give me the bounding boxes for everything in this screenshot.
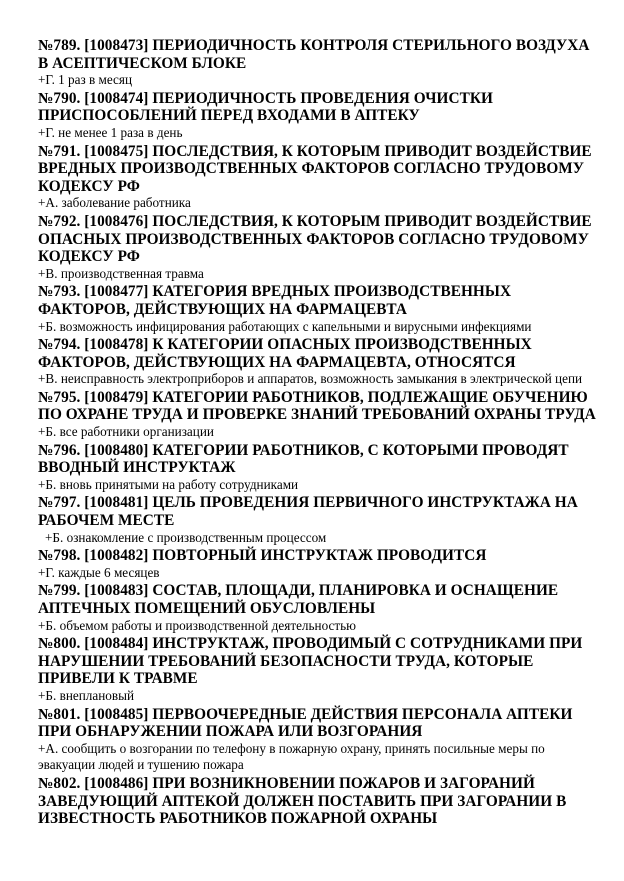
question-text: №797. [1008481] ЦЕЛЬ ПРОВЕДЕНИЯ ПЕРВИЧНОГО ИНСТРУКТАЖА НА РАБОЧЕМ МЕСТЕ xyxy=(38,494,578,530)
question-entry-798 xyxy=(38,547,596,581)
question-entry-791 xyxy=(38,143,596,212)
question-text: №799. [1008483] СОСТАВ, ПЛОЩАДИ, ПЛАНИРОВКА И ОСНАЩЕНИЕ АПТЕЧНЫХ ПОМЕЩЕНИЙ ОБУСЛОВЛЕНЫ xyxy=(38,582,559,617)
question-text: №793. [1008477] КАТЕГОРИЯ ВРЕДНЫХ ПРОИЗВОДСТВЕННЫХ ФАКТОРОВ, ДЕЙСТВУЮЩИХ НА ФАРМАЦЕВТА xyxy=(38,283,512,318)
answer-text: +Б. вновь принятыми на работу сотрудниками xyxy=(38,476,299,492)
question-text: №795. [1008479] КАТЕГОРИИ РАБОТНИКОВ, ПОДЛЕЖАЩИЕ ОБУЧЕНИЮ ПО ОХРАНЕ ТРУДА И ПРОВЕРКЕ ЗНАНИЙ ТРЕБОВАНИЙ ОХРАНЫ ТРУДА xyxy=(38,388,596,424)
question-entry-801 xyxy=(38,706,596,774)
question-entry-799 xyxy=(38,582,596,634)
answer-text: +Б. объемом работы и производственной деятельностью xyxy=(38,617,356,633)
question-text: №800. [1008484] ИНСТРУКТАЖ, ПРОВОДИМЫЙ С СОТРУДНИКАМИ ПРИ НАРУШЕНИИ ТРЕБОВАНИЙ БЕЗОПАСНОСТИ ТРУДА, КОТОРЫЕ ПРИВЕЛИ К ТРАВМЕ xyxy=(38,635,583,688)
answer-text: +Г. 1 раз в месяц xyxy=(38,72,133,88)
answer-text: +В. производственная травма xyxy=(38,265,204,281)
answer-text: +Г. каждые 6 месяцев xyxy=(38,564,160,580)
question-entry-796 xyxy=(38,442,596,494)
answer-text: +Б. ознакомление с производственным процессом xyxy=(45,529,327,545)
question-entry-790 xyxy=(38,90,596,142)
question-entry-800 xyxy=(38,635,596,704)
question-entry-789 xyxy=(38,37,596,89)
question-text: №791. [1008475] ПОСЛЕДСТВИЯ, К КОТОРЫМ ПРИВОДИТ ВОЗДЕЙСТВИЕ ВРЕДНЫХ ПРОИЗВОДСТВЕННЫХ ФАКТОРОВ СОГЛАСНО ТРУДОВОМУ КОДЕКСУ РФ xyxy=(38,142,592,195)
question-text: №796. [1008480] КАТЕГОРИИ РАБОТНИКОВ, С КОТОРЫМИ ПРОВОДЯТ ВВОДНЫЙ ИНСТРУКТАЖ xyxy=(38,441,569,477)
question-text: №801. [1008485] ПЕРВООЧЕРЕДНЫЕ ДЕЙСТВИЯ ПЕРСОНАЛА АПТЕКИ ПРИ ОБНАРУЖЕНИИ ПОЖАРА ИЛИ ВОЗГОРАНИЯ xyxy=(38,705,573,741)
answer-text: +В. неисправность электроприборов и аппаратов, возможность замыкания в электрической цепи xyxy=(38,371,583,387)
question-text: №792. [1008476] ПОСЛЕДСТВИЯ, К КОТОРЫМ ПРИВОДИТ ВОЗДЕЙСТВИЕ ОПАСНЫХ ПРОИЗВОДСТВЕННЫХ ФАКТОРОВ СОГЛАСНО ТРУДОВОМУ КОДЕКСУ РФ xyxy=(38,212,592,266)
question-text: №798. [1008482] ПОВТОРНЫЙ ИНСТРУКТАЖ ПРОВОДИТСЯ xyxy=(38,547,487,565)
question-entry-802 xyxy=(38,775,596,828)
question-entry-793 xyxy=(38,283,596,335)
answer-text: +А. сообщить о возгорании по телефону в пожарную охрану, принять посильные меры по эвакуации людей и тушению пожара xyxy=(38,740,545,773)
question-text: №802. [1008486] ПРИ ВОЗНИКНОВЕНИИ ПОЖАРОВ И ЗАГОРАНИЙ ЗАВЕДУЮЩИЙ АПТЕКОЙ ДОЛЖЕН ПОСТАВИТЬ ПРИ ЗАГОРАНИИ В ИЗВЕСТНОСТЬ РАБОТНИКОВ ПОЖАРНОЙ ОХРАНЫ xyxy=(38,774,567,828)
question-entry-792 xyxy=(38,213,596,282)
answer-text: +Б. все работники организации xyxy=(38,424,214,440)
question-entry-794 xyxy=(38,336,596,388)
question-entry-795 xyxy=(38,389,596,441)
question-entry-797 xyxy=(38,494,596,546)
question-text: №789. [1008473] ПЕРИОДИЧНОСТЬ КОНТРОЛЯ СТЕРИЛЬНОГО ВОЗДУХА В АСЕПТИЧЕСКОМ БЛОКЕ xyxy=(38,37,590,72)
answer-text: +Б. внеплановый xyxy=(38,687,135,703)
question-text: №794. [1008478] К КАТЕГОРИИ ОПАСНЫХ ПРОИЗВОДСТВЕННЫХ ФАКТОРОВ, ДЕЙСТВУЮЩИХ НА ФАРМАЦЕВТА, ОТНОСЯТСЯ xyxy=(38,336,532,371)
answer-text: +Б. возможность инфицирования работающих с капельными и вирусными инфекциями xyxy=(38,318,532,334)
answer-text: +А. заболевание работника xyxy=(38,195,191,211)
answer-text: +Г. не менее 1 раза в день xyxy=(38,124,183,140)
question-text: №790. [1008474] ПЕРИОДИЧНОСТЬ ПРОВЕДЕНИЯ ОЧИСТКИ ПРИСПОСОБЛЕНИЙ ПЕРЕД ВХОДАМИ В АПТЕКУ xyxy=(38,89,493,125)
